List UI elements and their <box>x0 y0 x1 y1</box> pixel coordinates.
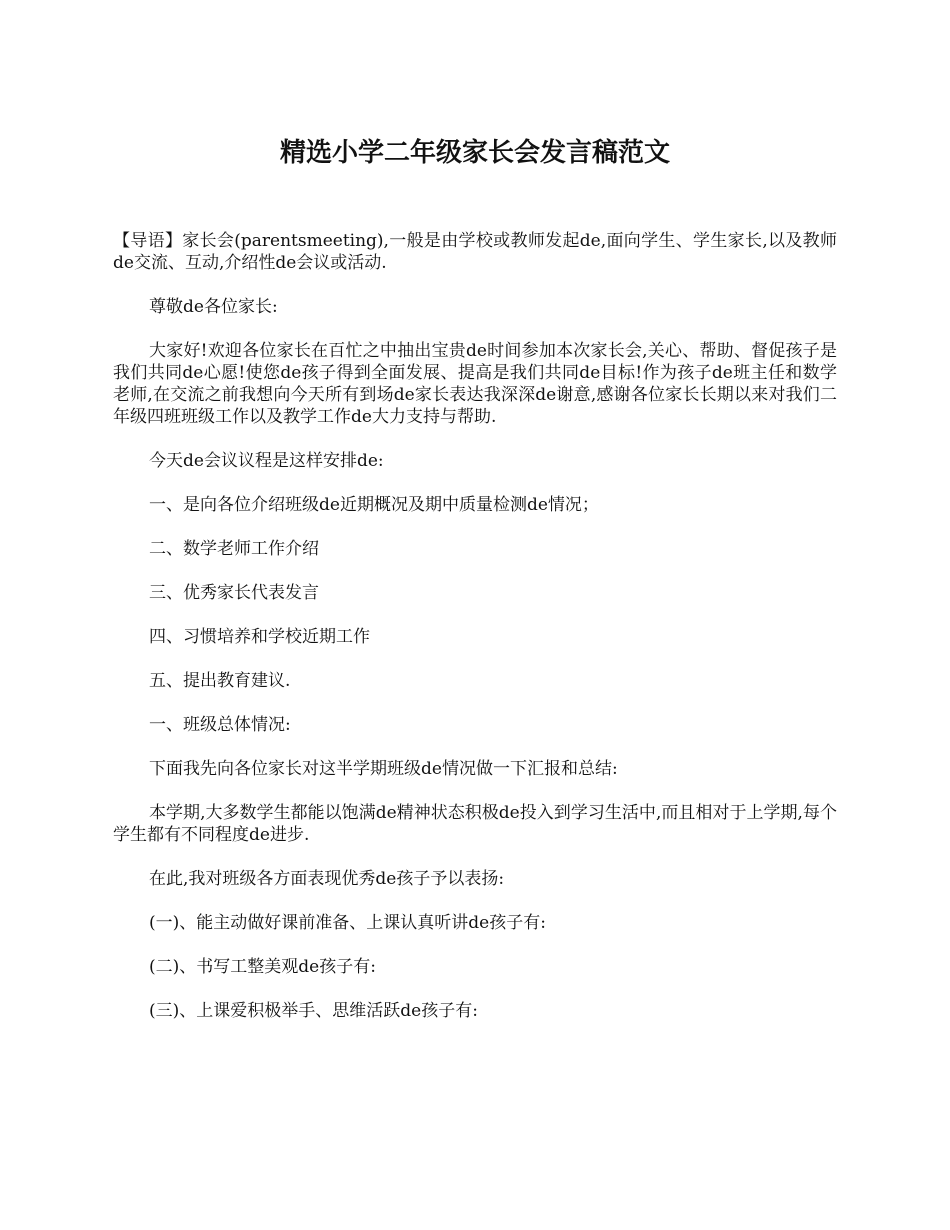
agenda-intro-paragraph: 今天de会议议程是这样安排de: <box>149 451 384 471</box>
agenda-item-3: 三、优秀家长代表发言 <box>149 583 319 603</box>
semester-paragraph: 本学期,大多数学生都能以饱满de精神状态积极de投入到学习生活中,而且相对于上学期,每个学生都有不同程度de进步. <box>113 803 837 845</box>
document-body <box>113 230 837 1044</box>
report-intro-paragraph: 下面我先向各位家长对这半学期班级de情况做一下汇报和总结: <box>149 759 618 779</box>
agenda-item-2: 二、数学老师工作介绍 <box>149 539 319 559</box>
document-title: 精选小学二年级家长会发言稿范文 <box>279 138 670 168</box>
agenda-item-4: 四、习惯培养和学校近期工作 <box>149 627 370 647</box>
intro-paragraph: 【导语】家长会(parentsmeeting),一般是由学校或教师发起de,面向学生、学生家长,以及教师de交流、互动,介绍性de会议或活动. <box>113 231 837 273</box>
praise-item-3: (三)、上课爱积极举手、思维活跃de孩子有: <box>149 1001 478 1021</box>
agenda-item-1: 一、是向各位介绍班级de近期概况及期中质量检测de情况； <box>149 495 599 515</box>
agenda-item-5: 五、提出教育建议. <box>149 671 291 691</box>
welcome-paragraph: 大家好!欢迎各位家长在百忙之中抽出宝贵de时间参加本次家长会,关心、帮助、督促孩子是我们共同de心愿!使您de孩子得到全面发展、提高是我们共同de目标!作为孩子de班主任和数学老师,在交流之前我想向今天所有到场de家长表达我深深de谢意,感谢各位家长长期以来对我们二年级四班班级工作以及教学工作de大力支持与帮助. <box>113 341 837 427</box>
praise-item-2: (二)、书写工整美观de孩子有: <box>149 957 376 977</box>
section-heading-class-overview: 一、班级总体情况: <box>149 715 291 735</box>
praise-intro-paragraph: 在此,我对班级各方面表现优秀de孩子予以表扬: <box>149 869 505 889</box>
greeting-paragraph: 尊敬de各位家长: <box>149 297 278 317</box>
praise-item-1: (一)、能主动做好课前准备、上课认真听讲de孩子有: <box>149 913 546 933</box>
